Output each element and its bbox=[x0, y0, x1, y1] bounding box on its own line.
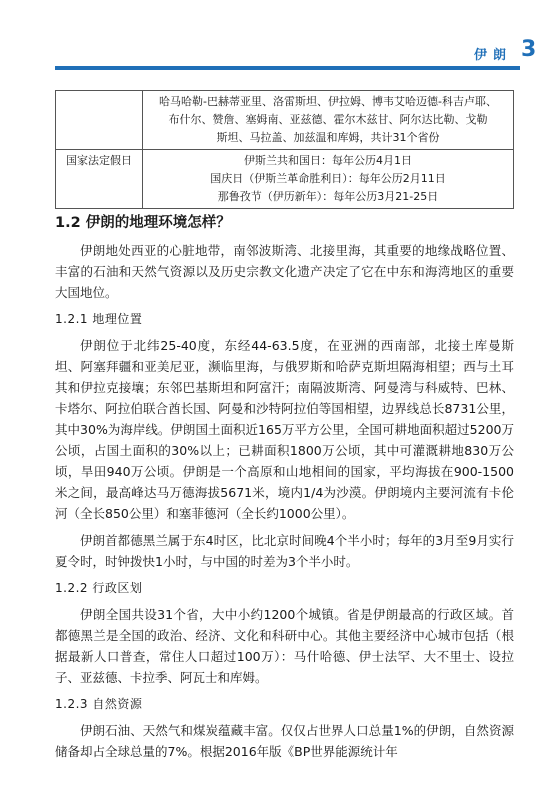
table-row bbox=[56, 150, 514, 209]
table-row bbox=[56, 91, 514, 150]
table-line: 斯坦、马拉盖、加兹温和库姆，共计31个省份 bbox=[216, 131, 440, 144]
table-line: 那鲁孜节（伊历新年）：每年公历3月21-25日 bbox=[217, 190, 439, 203]
table-line: 布什尔、赞詹、塞姆南、亚兹德、霍尔木兹甘、阿尔达比勒、戈勒 bbox=[168, 113, 488, 126]
table-cell-label: 国家法定假日 bbox=[56, 150, 143, 209]
table-line: 伊斯兰共和国日：每年公历4月1日 bbox=[244, 154, 412, 167]
subsection-title: 1.2.2 行政区划 bbox=[55, 581, 143, 595]
table-line: 哈马哈勒-巴赫蒂亚里、洛雷斯坦、伊拉姆、博韦艾哈迈德-科吉卢耶、 bbox=[159, 95, 497, 108]
page-number: 3 bbox=[521, 37, 537, 62]
table-line: 国庆日（伊斯兰革命胜利日）：每年公历2月11日 bbox=[210, 172, 446, 185]
section-title: 1.2 伊朗的地理环境怎样？ bbox=[55, 215, 231, 231]
main-content bbox=[55, 212, 514, 768]
subsection-title: 1.2.3 自然资源 bbox=[55, 697, 143, 711]
table-cell-empty bbox=[56, 91, 143, 150]
running-header-title: 伊朗 bbox=[474, 48, 513, 63]
table-cell-holidays bbox=[143, 150, 514, 209]
paragraph-intro: 伊朗地处西亚的心脏地带，南邻波斯湾、北接里海，其重要的地缘战略位置、丰富的石油和天然气资源以及历史宗教文化遗产决定了它在中东和海湾地区的重要大国地位。 bbox=[55, 243, 514, 300]
subsection-title: 1.2.1 地理位置 bbox=[55, 312, 143, 326]
header-rule bbox=[55, 66, 520, 70]
paragraph: 伊朗首都德黑兰属于东4时区，比北京时间晚4个半小时；每年的3月至9月实行夏令时，时钟拨快1小时，与中国的时差为3个半小时。 bbox=[55, 533, 514, 569]
info-table bbox=[55, 90, 514, 209]
table-cell-provinces bbox=[143, 91, 514, 150]
paragraph: 伊朗全国共设31个省，大中小约1200个城镇。省是伊朗最高的行政区域。首都德黑兰是全国的政治、经济、文化和科研中心。其他主要经济中心城市包括（根据最新人口普查，常住人口超过100万）：马什哈德、伊士法罕、大不里士、设拉子、亚兹德、卡拉季、阿瓦士和库姆。 bbox=[55, 607, 514, 685]
paragraph: 伊朗位于北纬25-40度，东经44-63.5度，在亚洲的西南部，北接土库曼斯坦、阿塞拜疆和亚美尼亚，濒临里海，与俄罗斯和哈萨克斯坦隔海相望；西与土耳其和伊拉克接壤；东邻巴基斯坦和阿富汗；南隔波斯湾、阿曼湾与科威特、巴林、卡塔尔、阿拉伯联合酋长国、阿曼和沙特阿拉伯等国相望，边界线总长8731公里，其中30%为海岸线。伊朗国土面积近165万平方公里，全国可耕地面积超过5200万公顷，占国土面积的30%以上；已耕面积1800万公顷，其中可灌溉耕地830万公顷，旱田940万公顷。伊朗是一个高原和山地相间的国家，平均海拔在900-1500米之间，最高峰达马万德海拔5671米，境内1/4为沙漠。伊朗境内主要河流有卡伦河（全长850公里）和塞菲德河（全长约1000公里）。 bbox=[55, 338, 514, 521]
paragraph: 伊朗石油、天然气和煤炭蕴藏丰富。仅仅占世界人口总量1%的伊朗，自然资源储备却占全球总量的7%。根据2016年版《BP世界能源统计年 bbox=[55, 723, 514, 759]
